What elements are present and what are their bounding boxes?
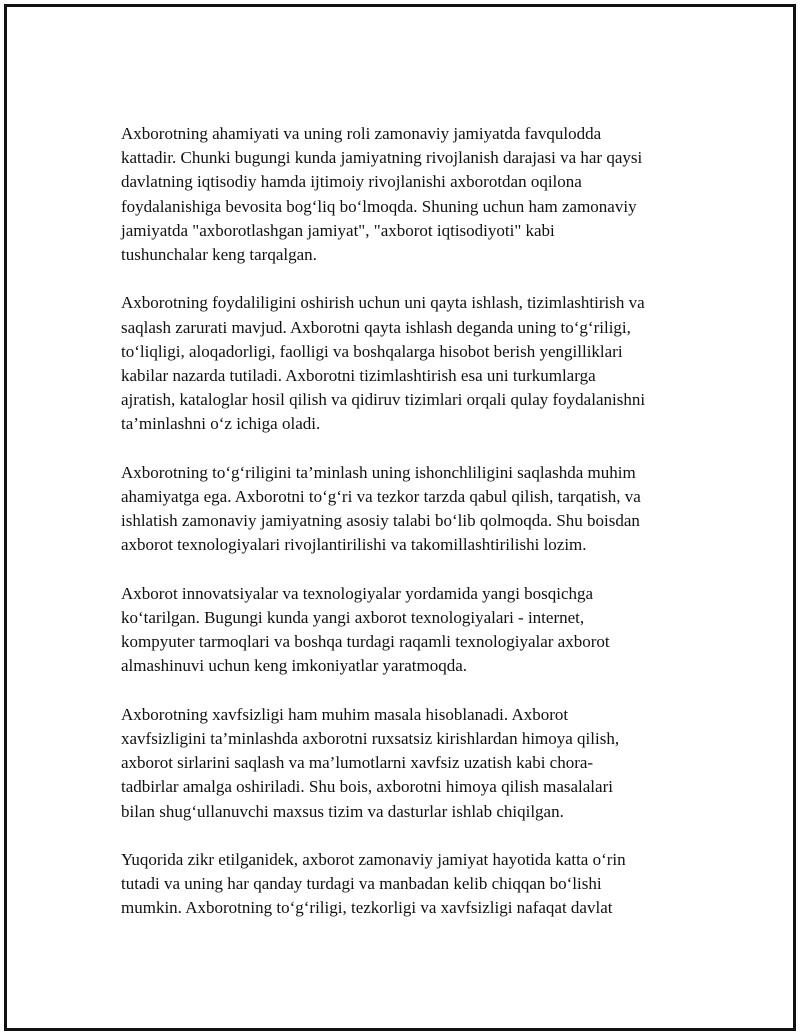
page-border — [4, 4, 796, 1031]
paragraph-1: Axborotning ahamiyati va uning roli zamonaviy jamiyatda favqulodda kattadir. Chunki bugungi kunda jamiyatning rivojlanish darajasi va har qaysi davlatning iqtisodiy hamda ijtimoiy rivojlanishi axborotdan oqilona foydalanishiga bevosita bog‘liq bo‘lmoqda. Shuning uchun ham zamonaviy jamiyatda "axborotlashgan jamiyat", "axborot iqtisodiyoti" kabi tushunchalar keng tarqalgan. — [121, 124, 643, 265]
document-body — [121, 122, 697, 921]
paragraph-3: Axborotning to‘g‘riligini ta’minlash uning ishonchliligini saqlashda muhim ahamiyatga ega. Axborotni to‘g‘ri va tezkor tarzda qabul qilish, tarqatish, va ishlatish zamonaviy jamiyatning asosiy talabi bo‘lib qolmoqda. Shu boisdan axborot texnologiyalari rivojlantirilishi va takomillashtirilishi lozim. — [121, 462, 641, 555]
paragraph-2: Axborotning foydaliligini oshirish uchun uni qayta ishlash, tizimlashtirish va saqlash zarurati mavjud. Axborotni qayta ishlash deganda uning to‘g‘riligi, to‘liqligi, aloqadorligi, faolligi va boshqalarga hisobot berish yengilliklari kabilar nazarda tutiladi. Axborotni tizimlashtirish esa uni turkumlarga ajratish, kataloglar hosil qilish va qidiruv tizimlari orqali qulay foydalanishni ta’minlashni o‘z ichiga oladi. — [121, 293, 646, 434]
paragraph-5: Axborotning xavfsizligi ham muhim masala hisoblanadi. Axborot xavfsizligini ta’minlashda axborotni ruxsatsiz kirishlardan himoya qilish, axborot sirlarini saqlash va ma’lumotlarni xavfsiz uzatish kabi chora- tadbirlar amalga oshiriladi. Shu bois, axborotni himoya qilish masalalari bilan shug‘ullanuvchi maxsus tizim va dasturlar ishlab chiqilgan. — [121, 704, 620, 821]
paragraph-4: Axborot innovatsiyalar va texnologiyalar yordamida yangi bosqichga ko‘tarilgan. Bugungi kunda yangi axborot texnologiyalari - internet, kompyuter tarmoqlari va boshqa turdagi raqamli texnologiyalar axborot almashinuvi uchun keng imkoniyatlar yaratmoqda. — [121, 583, 610, 676]
paragraph-6: Yuqorida zikr etilganidek, axborot zamonaviy jamiyat hayotida katta o‘rin tutadi va uning har qanday turdagi va manbadan kelib chiqqan bo‘lishi mumkin. Axborotning to‘g‘riligi, tezkorligi va xavfsizligi nafaqat davlat — [121, 850, 626, 918]
